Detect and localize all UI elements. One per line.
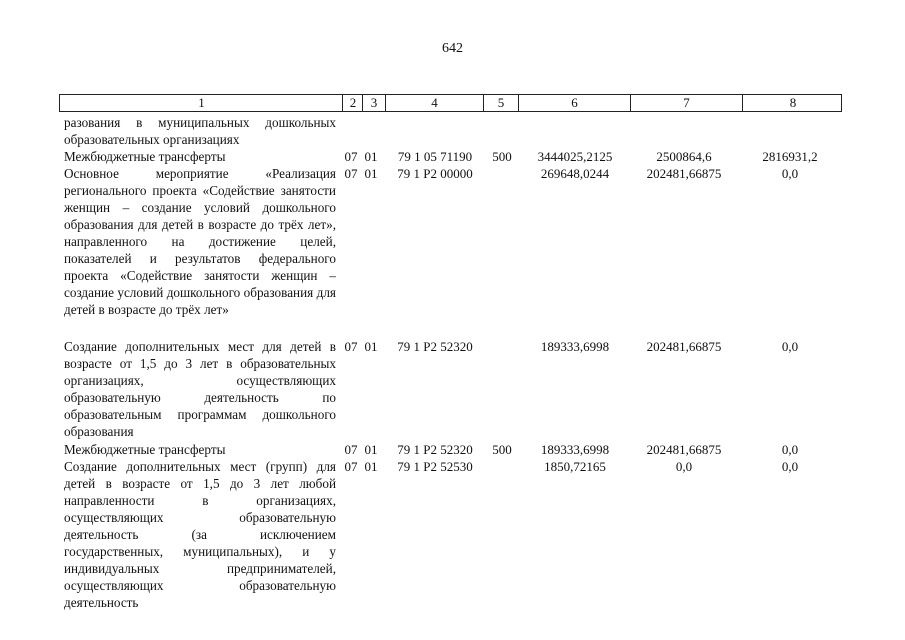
- header-col-3: 3: [362, 95, 385, 111]
- row-amount-7: 202481,66875: [646, 166, 722, 181]
- row-section: 07: [344, 149, 358, 164]
- row-amount-7: 0,0: [675, 459, 693, 474]
- row-amount-8: 0,0: [781, 166, 799, 181]
- row-description: Межбюджетные трансферты: [64, 442, 226, 457]
- row-amount-7: 202481,66875: [646, 339, 722, 354]
- header-col-5: 5: [483, 95, 518, 111]
- header-col-2: 2: [342, 95, 363, 111]
- row-amount-8: 0,0: [781, 339, 799, 354]
- row-amount-6: 3444025,2125: [537, 149, 613, 164]
- row-subsection: 01: [364, 149, 378, 164]
- row-amount-7: 2500864,6: [656, 149, 712, 164]
- row-description: Создание дополнительных мест (групп) для детей в возрасте от 1,5 до 3 лет любой направленности в организациях, осуществляющих образовательную деятельность (за исключением государственных, муниципальных), и у индивидуальных предпринимателей, осуществляющих образовательную деятельность: [64, 459, 336, 610]
- row-target-code: 79 1 05 71190: [397, 149, 473, 164]
- row-target-code: 79 1 P2 52530: [397, 459, 473, 474]
- header-col-7: 7: [630, 95, 742, 111]
- row-target-code: 79 1 P2 00000: [397, 166, 473, 181]
- row-subsection: 01: [364, 442, 378, 457]
- header-col-1: 1: [198, 95, 205, 110]
- row-section: 07: [344, 339, 358, 354]
- row-amount-8: 0,0: [781, 459, 799, 474]
- row-amount-6: 189333,6998: [540, 339, 610, 354]
- row-amount-8: 2816931,2: [762, 149, 818, 164]
- row-amount-6: 1850,72165: [544, 459, 606, 474]
- row-subsection: 01: [364, 459, 378, 474]
- row-description: Межбюджетные трансферты: [64, 149, 226, 164]
- table-header: [59, 94, 842, 112]
- header-col-6: 6: [518, 95, 630, 111]
- header-col-8: 8: [742, 95, 843, 111]
- row-expense-type: 500: [492, 149, 512, 164]
- row-target-code: 79 1 P2 52320: [397, 442, 473, 457]
- row-description: Основное мероприятие «Реализация регионального проекта «Содействие занятости женщин – создание условий дошкольного образования для детей в возрасте до трёх лет», направленного на достижение целей, показателей и результатов федерального проекта «Содействие занятости женщин – создание условий дошкольного образования для детей в возрасте до трёх лет»: [64, 166, 336, 317]
- row-amount-7: 202481,66875: [646, 442, 722, 457]
- row-section: 07: [344, 166, 358, 181]
- row-description: Создание дополнительных мест для детей в возрасте от 1,5 до 3 лет в образовательных организациях, осуществляющих образовательную деятельность по образовательным программам дошкольного образования: [64, 339, 336, 439]
- row-subsection: 01: [364, 166, 378, 181]
- row-subsection: 01: [364, 339, 378, 354]
- row-section: 07: [344, 442, 358, 457]
- row-section: 07: [344, 459, 358, 474]
- row-target-code: 79 1 P2 52320: [397, 339, 473, 354]
- row-amount-6: 189333,6998: [540, 442, 610, 457]
- page-number: 642: [442, 41, 463, 56]
- row-expense-type: 500: [492, 442, 512, 457]
- row-amount-6: 269648,0244: [540, 166, 610, 181]
- row-description: разования в муниципальных дошкольных образовательных организациях: [64, 115, 336, 147]
- header-col-4: 4: [385, 95, 483, 111]
- row-amount-8: 0,0: [781, 442, 799, 457]
